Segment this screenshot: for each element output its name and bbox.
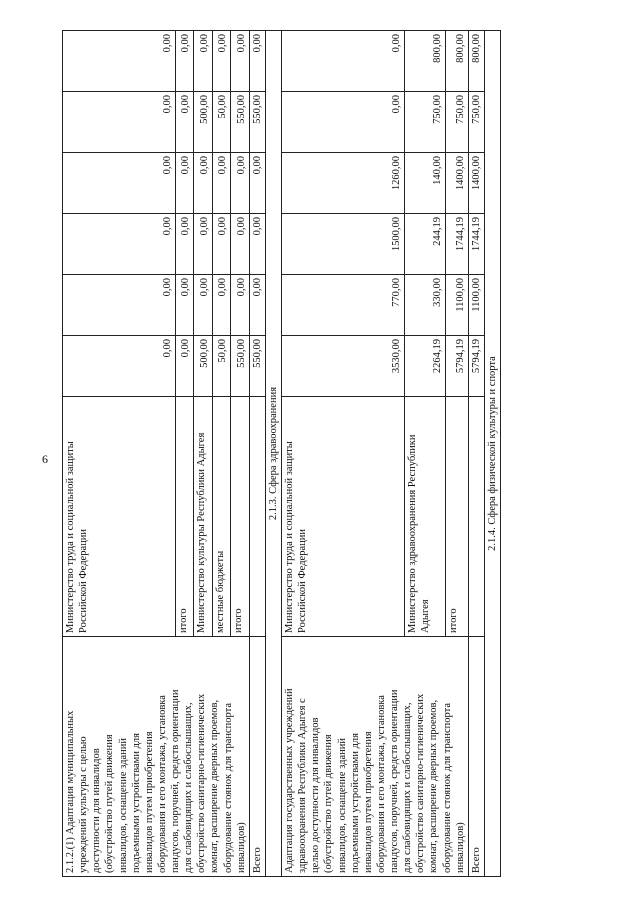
value-cell: 0,00 [212,31,230,92]
value-cell: 50,00 [212,92,230,153]
value-cell: 0,00 [63,92,176,153]
value-cell: 1744,19 [446,214,469,275]
funding-source: Министерство здравоохранения Республики Адыгея [405,397,446,637]
funding-source: Министерство труда и социальной защиты Российской Федерации [282,397,405,637]
value-cell: 0,00 [249,275,265,336]
value-cell: 800,00 [405,31,446,92]
value-cell: 5794,19 [446,336,469,397]
value-cell: 550,00 [249,92,265,153]
total-row [249,31,265,877]
value-cell: 0,00 [249,153,265,214]
value-cell: 0,00 [194,214,212,275]
measure-description: 2.1.2.(1) Адаптация муниципальных учреждений культуры с целью доступности для инвалидов (обустройство путей движения инвалидов, оснащение зданий подъемными устройствами для инвалидов путем приобретения оборудования и его монтажа, установка пандусов, поручней, средств ориентации для слабовидящих и слабослышащих, обустройство санитарно-гигиенических комнат, расширение дверных проемов, оборудование стоянок для транспорта инвалидов) [63,637,250,877]
value-cell: 500,00 [194,336,212,397]
value-cell: 244,19 [405,214,446,275]
value-cell: 0,00 [63,153,176,214]
measure-description: Адаптация государственных учреждений здравоохранения Республики Адыгея с целью доступности для инвалидов (обустройство путей движения инвалидов, оснащение зданий подъемными устройствами для инвалидов путем приобретения оборудования и его монтажа, установка пандусов, поручней, средств ориентации для слабовидящих и слабослышащих, обустройство санитарно-гигиенических комнат, расширение дверных проемов, оборудование стоянок для транспорта инвалидов) [282,637,469,877]
funding-source: Министерство культуры Республики Адыгея [194,397,212,637]
total-label: Всего [249,637,265,877]
total-row [468,31,484,877]
value-cell: 1100,00 [446,275,469,336]
table-row [282,31,405,877]
value-cell: 0,00 [249,31,265,92]
value-cell: 3530,00 [282,336,405,397]
value-cell: 0,00 [63,214,176,275]
funding-source: итого [176,397,194,637]
section-title: 2.1.4. Сфера физической культуры и спорта [484,31,500,877]
value-cell: 1744,19 [468,214,484,275]
value-cell: 0,00 [194,31,212,92]
value-cell: 2264,19 [405,336,446,397]
rotated-table-wrapper [62,31,536,877]
section-row [265,31,281,877]
section-title: 2.1.3. Сфера здравоохранения [265,31,281,877]
value-cell: 750,00 [405,92,446,153]
funding-source: местные бюджеты [212,397,230,637]
value-cell: 0,00 [63,336,176,397]
value-cell: 550,00 [231,336,249,397]
value-cell: 0,00 [176,275,194,336]
value-cell: 0,00 [212,214,230,275]
value-cell: 1400,00 [446,153,469,214]
value-cell: 0,00 [63,275,176,336]
funding-source: итого [231,397,249,637]
page-number: 6 [42,452,48,466]
value-cell: 0,00 [176,336,194,397]
budget-table [62,30,501,877]
funding-source: Министерство труда и социальной защиты Российской Федерации [63,397,176,637]
value-cell: 0,00 [176,92,194,153]
value-cell: 750,00 [446,92,469,153]
value-cell: 0,00 [212,275,230,336]
value-cell: 0,00 [231,214,249,275]
value-cell: 0,00 [231,31,249,92]
value-cell: 1500,00 [282,214,405,275]
value-cell: 550,00 [249,336,265,397]
funding-source: итого [446,397,469,637]
value-cell: 0,00 [176,214,194,275]
value-cell: 1260,00 [282,153,405,214]
value-cell: 0,00 [63,31,176,92]
value-cell: 330,00 [405,275,446,336]
value-cell: 0,00 [176,153,194,214]
value-cell: 1100,00 [468,275,484,336]
value-cell: 500,00 [194,92,212,153]
value-cell: 0,00 [282,92,405,153]
value-cell: 0,00 [194,275,212,336]
value-cell: 140,00 [405,153,446,214]
table-row [63,31,176,877]
section-row [484,31,500,877]
value-cell: 1400,00 [468,153,484,214]
value-cell: 750,00 [468,92,484,153]
value-cell: 0,00 [231,153,249,214]
value-cell: 800,00 [446,31,469,92]
value-cell: 0,00 [194,153,212,214]
value-cell: 550,00 [231,92,249,153]
value-cell: 0,00 [212,153,230,214]
value-cell: 800,00 [468,31,484,92]
value-cell: 0,00 [176,31,194,92]
value-cell: 0,00 [231,275,249,336]
value-cell: 5794,19 [468,336,484,397]
value-cell: 50,00 [212,336,230,397]
value-cell: 0,00 [249,214,265,275]
total-label: Всего [468,637,484,877]
value-cell: 0,00 [282,31,405,92]
value-cell: 770,00 [282,275,405,336]
